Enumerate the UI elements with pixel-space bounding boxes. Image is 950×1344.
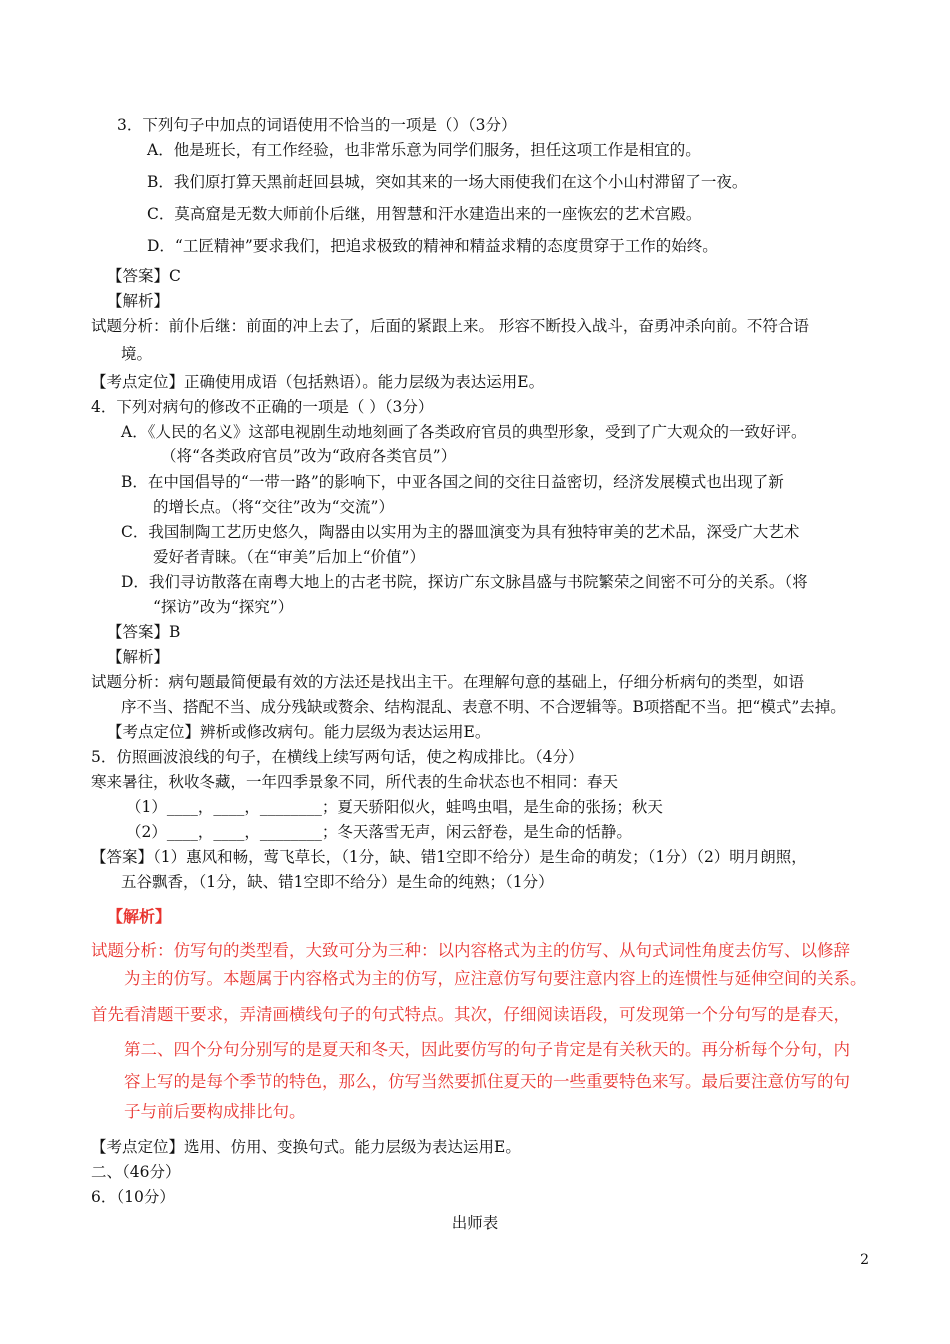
q5-analysis-line: 容上写的是每个季节的特色，那么，仿写当然要抓住夏天的一些重要特色来写。最后要注意仿写的句 — [124, 1072, 850, 1091]
q6-stem: 6．（10分） — [91, 1188, 175, 1206]
q5-answer: 【答案】（1）惠风和畅，莺飞草长，（1分，缺、错1空即不给分）是生命的萌发；（1分）（2）明月朗照， — [91, 848, 807, 866]
q4-answer: 【答案】B — [107, 623, 181, 641]
q3-option-a: A．他是班长，有工作经验，也非常乐意为同学们服务，担任这项工作是相宜的。 — [147, 141, 701, 159]
q4-option-b: B．在中国倡导的“一带一路”的影响下，中亚各国之间的交往日益密切，经济发展模式也出现了新 — [121, 473, 784, 491]
q5-analysis-line: 首先看清题干要求，弄清画横线句子的句式特点。其次，仔细阅读语段，可发现第一个分句写的是春天， — [91, 1005, 850, 1024]
q5-analysis-line: 第二、四个分句分别写的是夏天和冬天，因此要仿写的句子肯定是有关秋天的。再分析每个分句，内 — [124, 1040, 850, 1059]
q3-option-b: B．我们原打算天黑前赶回县城，突如其来的一场大雨使我们在这个小山村滞留了一夜。 — [147, 173, 748, 191]
q5-item-2: （2）____，____，________；冬天落雪无声，闲云舒卷，是生命的恬静。 — [126, 823, 632, 841]
q5-stem: 5．仿照画波浪线的句子，在横线上续写两句话，使之构成排比。（4分） — [91, 748, 584, 766]
q4-stem: 4．下列对病句的修改不正确的一项是（ ）（3分） — [91, 398, 434, 416]
q3-analysis-line: 试题分析：前仆后继：前面的冲上去了，后面的紧跟上来。 形容不断投入战斗，奋勇冲杀向前。不符合语 — [91, 317, 809, 335]
q4-option-c: C．我国制陶工艺历史悠久，陶器由以实用为主的器皿演变为具有独特审美的艺术品，深受广大艺术 — [121, 523, 800, 541]
q5-passage: 寒来暑往，秋收冬藏，一年四季景象不同，所代表的生命状态也不相同：春天 — [91, 773, 619, 791]
q4-option-d-cont: “探访”改为“探究”） — [153, 598, 294, 616]
q5-answer-cont: 五谷飘香，（1分，缺、错1空即不给分）是生命的纯熟；（1分） — [121, 873, 554, 891]
passage-title: 出师表 — [451, 1214, 499, 1232]
q3-stem: 3．下列句子中加点的词语使用不恰当的一项是（）（3分） — [117, 116, 517, 134]
q4-option-b-cont: 的增长点。（将“交往”改为“交流”） — [153, 498, 394, 516]
q4-option-c-cont: 爱好者青睐。（在“审美”后加上“价值”） — [153, 548, 425, 566]
q3-answer: 【答案】C — [107, 267, 181, 285]
q3-option-d: D．“工匠精神”要求我们，把追求极致的精神和精益求精的态度贯穿于工作的始终。 — [147, 237, 718, 255]
q4-analysis-line: 试题分析：病句题最简便最有效的方法还是找出主干。在理解句意的基础上，仔细分析病句的类型，如语 — [91, 673, 805, 691]
section-heading: 二、（46分） — [91, 1163, 181, 1181]
q3-option-c: C．莫高窟是无数大师前仆后继，用智慧和汗水建造出来的一座恢宏的艺术宫殿。 — [147, 205, 702, 223]
q4-kaodian: 【考点定位】辨析或修改病句。能力层级为表达运用E。 — [107, 723, 491, 741]
q4-option-d: D．我们寻访散落在南粤大地上的古老书院，探访广东文脉昌盛与书院繁荣之间密不可分的关系。（将 — [121, 573, 808, 591]
q5-analysis-line: 子与前后要构成排比句。 — [124, 1102, 306, 1121]
q3-analysis-head: 【解析】 — [107, 292, 170, 310]
q4-option-a: A．《人民的名义》这部电视剧生动地刻画了各类政府官员的典型形象，受到了广大观众的一致好评。 — [121, 423, 807, 441]
q5-analysis-line: 为主的仿写。本题属于内容格式为主的仿写，应注意仿写句要注意内容上的连惯性与延伸空间的关系。 — [124, 969, 867, 988]
q5-analysis-line: 试题分析：仿写句的类型看，大致可分为三种：以内容格式为主的仿写、从句式词性角度去仿写、以修辞 — [91, 941, 850, 960]
q5-item-1: （1）____，____，________；夏天骄阳似火，蛙鸣虫唱，是生命的张扬；秋天 — [126, 798, 663, 816]
page-number: 2 — [860, 1252, 869, 1268]
q3-kaodian: 【考点定位】正确使用成语（包括熟语）。能力层级为表达运用E。 — [91, 373, 545, 391]
q3-analysis-line: 境。 — [121, 345, 153, 363]
q4-option-a-cont: （将“各类政府官员”改为“政府各类官员”） — [161, 447, 457, 465]
q5-analysis-head: 【解析】 — [107, 907, 172, 926]
q5-kaodian: 【考点定位】选用、仿用、变换句式。能力层级为表达运用E。 — [91, 1138, 521, 1156]
q4-analysis-line: 序不当、搭配不当、成分残缺或赘余、结构混乱、表意不明、不合逻辑等。B项搭配不当。把“模式”去掉。 — [121, 698, 846, 716]
q4-analysis-head: 【解析】 — [107, 648, 170, 666]
